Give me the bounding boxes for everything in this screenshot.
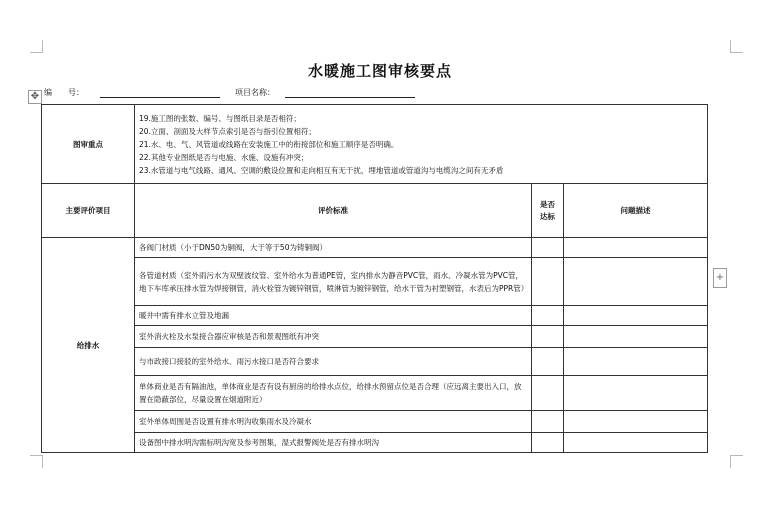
standard-cell[interactable]: 暖井中需有排水立管及地漏 (135, 306, 532, 326)
header-row (42, 184, 708, 238)
review-table (41, 104, 708, 453)
issue-cell[interactable] (564, 238, 708, 258)
page-corner-mark (30, 40, 43, 53)
table-row (42, 348, 708, 376)
number-label: 编 号： (44, 88, 84, 97)
table-row (42, 433, 708, 453)
issue-cell[interactable] (564, 326, 708, 348)
standard-cell[interactable]: 与市政接口接驳的室外给水、雨污水接口是否符合要求 (135, 348, 532, 376)
met-cell[interactable] (532, 326, 564, 348)
met-cell[interactable] (532, 306, 564, 326)
standard-cell[interactable]: 室外单体周围是否设置有排水明沟收集雨水及冷凝水 (135, 411, 532, 433)
met-cell[interactable] (532, 348, 564, 376)
issue-cell[interactable] (564, 433, 708, 453)
table-row (42, 306, 708, 326)
review-focus-item: 19.施工图的张数、编号、与图纸目录是否相符； (139, 113, 301, 123)
page-corner-mark (730, 455, 743, 468)
issue-cell[interactable] (564, 348, 708, 376)
project-name-label: 项目名称： (235, 88, 275, 97)
issue-cell[interactable] (564, 306, 708, 326)
review-focus-item: 23.水管道与电气线路、通风、空调的敷设位置和走向相互有无干扰，埋地管道或管道沟与电缆沟之间有无矛盾 (139, 165, 504, 175)
number-input-line[interactable] (100, 97, 220, 98)
standard-cell[interactable]: 各阀门材质（小于DN50为铜阀，大于等于50为铸铜阀） (135, 238, 532, 258)
header-issue: 问题描述 (564, 184, 708, 238)
met-cell[interactable] (532, 238, 564, 258)
table-row (42, 326, 708, 348)
issue-cell[interactable] (564, 258, 708, 306)
issue-cell[interactable] (564, 376, 708, 411)
plus-icon[interactable]: + (713, 268, 727, 288)
table-row (42, 258, 708, 306)
met-cell[interactable] (532, 411, 564, 433)
met-cell[interactable] (532, 258, 564, 306)
review-focus-list (135, 105, 708, 184)
header-standard: 评价标准 (135, 184, 532, 238)
table-row (42, 376, 708, 411)
group-label: 给排水 (42, 238, 135, 453)
standard-cell[interactable]: 各管道材质（室外雨污水为双壁波纹管、室外给水为普通PE管，室内排水为静音PVC管，雨水、冷凝水管为PVC管，地下车库承压排水管为焊接钢管，消火栓管为镀锌钢管，喷淋管为镀锌钢管，给水干管为衬塑钢管，水表后为PPR管） (135, 258, 532, 306)
review-focus-item: 22.其他专业图纸是否与电施、水施、设施有冲突； (139, 152, 309, 162)
review-focus-item: 20.立面、剖面及大样节点索引是否与指引位置相符； (139, 126, 316, 136)
table-row (42, 411, 708, 433)
review-focus-row (42, 105, 708, 184)
move-icon[interactable]: ✥ (28, 90, 42, 104)
review-focus-label: 图审重点 (42, 105, 135, 184)
standard-cell[interactable]: 单体商业是否有隔油池，单体商业是否有设有厨房的给排水点位，给排水预留点位是否合理（应远离主要出入口，放置在隐蔽部位，尽量设置在烟道附近） (135, 376, 532, 411)
review-focus-item: 21.水、电、气、风管道或线路在安装施工中的衔接部位和施工顺序是否明确。 (139, 139, 399, 149)
document-title: 水暖施工图审核要点 (307, 62, 452, 80)
header-met: 是否 达标 (532, 184, 564, 238)
issue-cell[interactable] (564, 411, 708, 433)
standard-cell[interactable]: 设备图中排水明沟需标明沟宽及参考图集，湿式报警阀处是否有排水明沟 (135, 433, 532, 453)
met-cell[interactable] (532, 433, 564, 453)
page-corner-mark (730, 40, 743, 53)
project-name-input-line[interactable] (285, 97, 415, 98)
table-row (42, 238, 708, 258)
header-item: 主要评价项目 (42, 184, 135, 238)
met-cell[interactable] (532, 376, 564, 411)
page-corner-mark (30, 455, 43, 468)
standard-cell[interactable]: 室外消火栓及水泵接合器应审核是否和景观图纸有冲突 (135, 326, 532, 348)
